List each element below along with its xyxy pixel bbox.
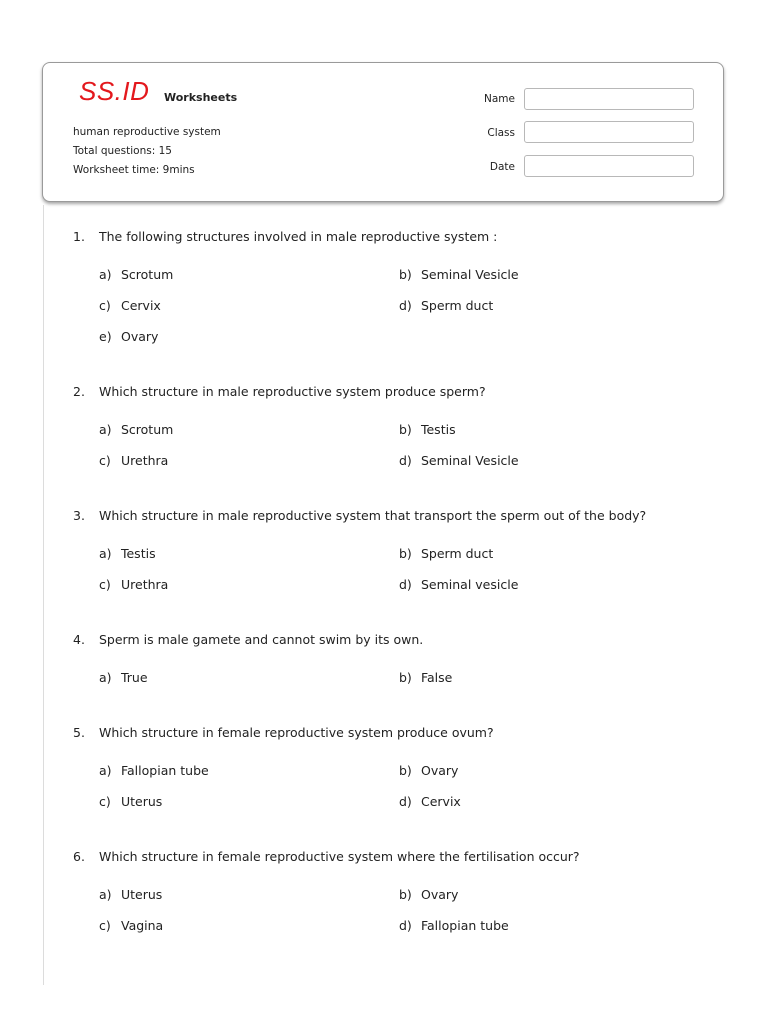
answer-option[interactable]: a) Scrotum	[99, 422, 174, 437]
question-text: Sperm is male gamete and cannot swim by its own.	[99, 632, 424, 647]
worksheet-time: Worksheet time: 9mins	[73, 164, 195, 176]
answer-option[interactable]: c) Urethra	[99, 577, 169, 592]
question-number: 5.	[73, 725, 85, 740]
total-questions: Total questions: 15	[73, 145, 172, 157]
question-number: 4.	[73, 632, 85, 647]
question-number: 2.	[73, 384, 85, 399]
answer-option[interactable]: b) False	[399, 670, 453, 685]
answer-option[interactable]: d) Fallopian tube	[399, 918, 509, 933]
answer-option[interactable]: a) Fallopian tube	[99, 763, 209, 778]
brand-subtitle: Worksheets	[164, 91, 238, 104]
answer-option[interactable]: d) Sperm duct	[399, 298, 494, 313]
question-text: The following structures involved in male reproductive system :	[99, 229, 498, 244]
answer-option[interactable]: c) Uterus	[99, 794, 163, 809]
question-number: 6.	[73, 849, 85, 864]
worksheet-header	[42, 62, 724, 202]
class-field[interactable]	[524, 121, 694, 143]
worksheet-title: human reproductive system	[73, 126, 221, 138]
answer-option[interactable]: a) Uterus	[99, 887, 163, 902]
question-text: Which structure in female reproductive system produce ovum?	[99, 725, 494, 740]
question-text: Which structure in female reproductive system where the fertilisation occur?	[99, 849, 580, 864]
answer-option[interactable]: b) Testis	[399, 422, 456, 437]
answer-option[interactable]: d) Seminal vesicle	[399, 577, 519, 592]
date-label: Date	[489, 161, 515, 173]
answer-option[interactable]: d) Cervix	[399, 794, 461, 809]
question-text: Which structure in male reproductive system produce sperm?	[99, 384, 486, 399]
answer-option[interactable]: c) Vagina	[99, 918, 164, 933]
question-text: Which structure in male reproductive system that transport the sperm out of the body?	[99, 508, 647, 523]
answer-option[interactable]: b) Seminal Vesicle	[399, 267, 519, 282]
name-field[interactable]	[524, 88, 694, 110]
class-label: Class	[487, 127, 515, 139]
answer-option[interactable]: a) True	[99, 670, 148, 685]
date-field[interactable]	[524, 155, 694, 177]
answer-option[interactable]: d) Seminal Vesicle	[399, 453, 519, 468]
answer-option[interactable]: b) Ovary	[399, 763, 459, 778]
question-number: 3.	[73, 508, 85, 523]
answer-option[interactable]: c) Cervix	[99, 298, 161, 313]
answer-option[interactable]: b) Ovary	[399, 887, 459, 902]
answer-option[interactable]: a) Scrotum	[99, 267, 174, 282]
answer-option[interactable]: a) Testis	[99, 546, 156, 561]
logo: SS.ID	[79, 76, 150, 106]
answer-option[interactable]: b) Sperm duct	[399, 546, 494, 561]
question-number: 1.	[73, 229, 85, 244]
name-label: Name	[484, 93, 515, 105]
left-margin-rule	[43, 205, 44, 985]
answer-option[interactable]: e) Ovary	[99, 329, 159, 344]
answer-option[interactable]: c) Urethra	[99, 453, 169, 468]
